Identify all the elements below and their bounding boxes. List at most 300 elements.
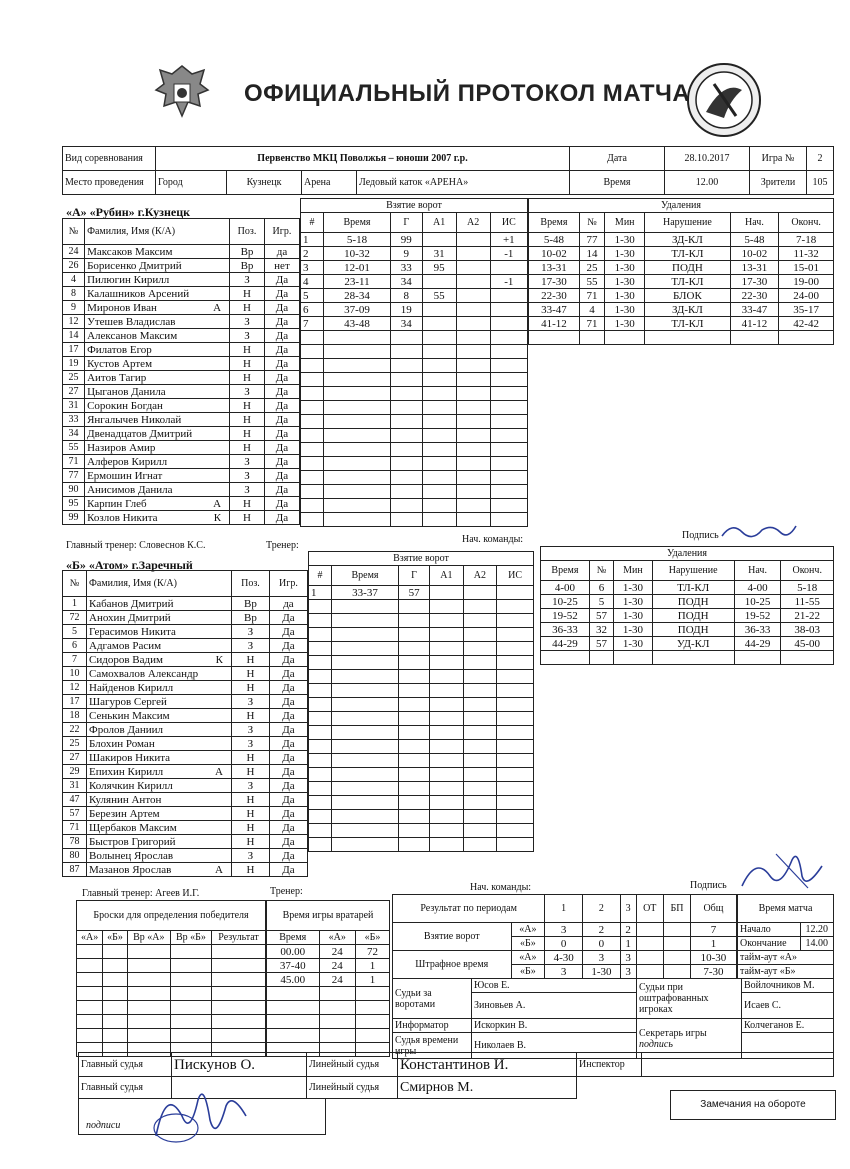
player-number: 17 [63, 695, 87, 709]
penalty-cell: 41-12 [529, 317, 580, 331]
period-cell [664, 923, 691, 937]
date-label: Дата [570, 147, 665, 171]
goal-cell [309, 782, 332, 796]
club-emblem-icon [684, 60, 764, 140]
player-name [87, 723, 232, 737]
player-playing: Да [264, 315, 299, 329]
goal-cell [422, 471, 456, 485]
player-name [87, 653, 232, 667]
table-row [267, 1015, 390, 1029]
penalty-cell: 6 [589, 581, 613, 595]
goal-cell [301, 499, 324, 513]
secretary: Колчеганов Е. [742, 1019, 834, 1033]
table-row [529, 233, 834, 247]
penalty-cell: 24-00 [779, 289, 834, 303]
table-row [309, 698, 534, 712]
goal-cell [463, 684, 497, 698]
goal-cell [399, 684, 430, 698]
informer: Искоркин В. [472, 1019, 637, 1033]
goal-cell [430, 712, 464, 726]
goals-col-hash: # [309, 566, 332, 586]
goal-cell [391, 387, 423, 401]
goal-cell: 28-34 [324, 289, 391, 303]
player-number: 90 [63, 483, 85, 497]
table-row [63, 371, 300, 385]
periods-col: 2 [583, 895, 621, 923]
penalty-cell: 1-30 [605, 233, 645, 247]
goal-cell [399, 642, 430, 656]
penalty-cell: 10-02 [730, 247, 779, 261]
start-value: 12.20 [800, 923, 833, 937]
goal-judge-2: Зиновьев А. [472, 993, 637, 1019]
player-playing: Да [269, 737, 307, 751]
penalty-cell: 7-18 [779, 233, 834, 247]
player-name [87, 835, 232, 849]
goal-cell [430, 740, 464, 754]
goal-cell [399, 796, 430, 810]
spectators-value: 105 [807, 171, 834, 195]
penalty-cell: 1-30 [614, 609, 652, 623]
table-row [309, 768, 534, 782]
penalty-cell: 14 [579, 247, 604, 261]
gk-cell [319, 1015, 355, 1029]
table-row [301, 485, 528, 499]
gk-cell [355, 1015, 389, 1029]
goal-cell [309, 810, 332, 824]
table-row [63, 625, 308, 639]
period-cell: 1 [690, 937, 736, 951]
player-number: 14 [63, 329, 85, 343]
player-name-text: Борисенко Дмитрий [87, 259, 182, 272]
player-number: 24 [63, 245, 85, 259]
secretary-sub: подпись [639, 1038, 673, 1050]
period-cell: 7 [690, 923, 736, 937]
table-row [63, 245, 300, 259]
goal-cell [430, 810, 464, 824]
goal-cell [332, 600, 399, 614]
player-role: А [213, 497, 222, 510]
gk-cell [267, 1015, 320, 1029]
goal-cell [463, 586, 497, 600]
goal-cell [399, 712, 430, 726]
player-name [87, 793, 232, 807]
table-row [309, 642, 534, 656]
header-table [62, 146, 834, 195]
team-a-signature-icon [718, 518, 798, 544]
goal-cell [490, 345, 527, 359]
player-name [85, 385, 230, 399]
goal-cell [456, 317, 490, 331]
goalkeeper-time-table [266, 900, 390, 1057]
table-row [301, 471, 528, 485]
goal-cell [391, 513, 423, 527]
goal-cell [309, 614, 332, 628]
player-position: Н [230, 511, 265, 525]
goal-cell: 34 [391, 275, 423, 289]
roster-col-no: № [63, 571, 87, 597]
secretary-label: Секретарь игры [639, 1027, 707, 1039]
table-row [63, 287, 300, 301]
player-name-text: Аитов Тагир [87, 371, 147, 384]
penalty-cell: ТЛ-КЛ [645, 275, 730, 289]
goal-cell [490, 387, 527, 401]
gk-cell [355, 1001, 389, 1015]
spectators-label: Зрители [750, 171, 807, 195]
player-position: З [230, 315, 265, 329]
table-row [63, 483, 300, 497]
penalties-col-p_no: № [579, 213, 604, 233]
table-row [309, 796, 534, 810]
table-row [63, 709, 308, 723]
player-name-text: Карпин Глеб [87, 497, 147, 510]
goal-cell [422, 359, 456, 373]
penalty-cell: ТЛ-КЛ [652, 581, 734, 595]
penalty-cell: 11-55 [781, 595, 834, 609]
player-name [87, 751, 232, 765]
goal-cell [332, 782, 399, 796]
goal-cell [399, 600, 430, 614]
player-number: 71 [63, 821, 87, 835]
goal-cell [490, 513, 527, 527]
goal-cell [391, 401, 423, 415]
player-playing: Да [264, 511, 299, 525]
penalty-cell [579, 331, 604, 345]
start-label: Начало [738, 923, 801, 937]
goal-cell [301, 429, 324, 443]
team-b-chief-label: Нач. команды: [470, 882, 532, 893]
player-position: З [232, 625, 270, 639]
goal-cell [309, 754, 332, 768]
goal-cell [497, 698, 534, 712]
player-position: Н [230, 413, 265, 427]
player-name-text: Березин Артем [89, 807, 160, 820]
goal-cell [301, 401, 324, 415]
penalty-cell: 4 [579, 303, 604, 317]
player-name [85, 511, 230, 525]
penalty-cell: 32 [589, 623, 613, 637]
penalty-cell: ТЛ-КЛ [645, 247, 730, 261]
goal-cell [324, 331, 391, 345]
gk-cell: 24 [319, 973, 355, 987]
penalty-cell: 55 [579, 275, 604, 289]
penalty-cell: 19-52 [541, 609, 590, 623]
goal-cell [456, 415, 490, 429]
player-number: 27 [63, 385, 85, 399]
shootout-table [76, 900, 266, 1057]
goal-cell [456, 373, 490, 387]
player-name [85, 399, 230, 413]
goal-cell [422, 457, 456, 471]
goals-col-g: Г [391, 213, 423, 233]
goal-cell [301, 471, 324, 485]
table-row [309, 824, 534, 838]
table-row [63, 259, 300, 273]
table-row [393, 951, 737, 965]
player-role: К [213, 511, 222, 524]
player-name [87, 709, 232, 723]
period-row-team: «А» [511, 923, 545, 937]
goal-cell [456, 331, 490, 345]
player-name-text: Найденов Кирилл [89, 681, 174, 694]
player-playing: да [264, 245, 299, 259]
goal-cell [490, 429, 527, 443]
table-row [541, 609, 834, 623]
table-row [529, 289, 834, 303]
gk-cell: 24 [319, 959, 355, 973]
player-position: Н [230, 301, 265, 315]
goal-cell [456, 429, 490, 443]
main-ref: Пискунов О. [172, 1053, 307, 1077]
penalty-cell: 4-00 [734, 581, 781, 595]
player-position: З [232, 737, 270, 751]
table-row [301, 233, 528, 247]
penalty-cell: 13-31 [529, 261, 580, 275]
player-name-text: Шакиров Никита [89, 751, 171, 764]
player-position: Н [232, 793, 270, 807]
goals-header: Взятие ворот [301, 199, 528, 213]
goal-cell [422, 415, 456, 429]
player-playing: Да [269, 723, 307, 737]
goal-cell [332, 838, 399, 852]
goal-cell [463, 796, 497, 810]
player-name-text: Кустов Артем [87, 357, 153, 370]
table-row [63, 273, 300, 287]
goal-cell [399, 782, 430, 796]
goal-cell [309, 824, 332, 838]
penalty-cell: 41-12 [730, 317, 779, 331]
goal-cell [490, 261, 527, 275]
gk-col: «Б» [355, 931, 389, 945]
goal-cell [463, 810, 497, 824]
gk-cell [319, 1029, 355, 1043]
goal-cell [456, 247, 490, 261]
player-name-text: Колячкин Кирилл [89, 779, 173, 792]
penalty-cell: 33-47 [730, 303, 779, 317]
goal-cell: 31 [422, 247, 456, 261]
goal-cell [430, 684, 464, 698]
periods-col: Общ [690, 895, 736, 923]
player-name [87, 863, 232, 877]
period-row-label: Штрафное время [393, 951, 512, 979]
main-referee-signature-icon [146, 1076, 256, 1152]
table-row [63, 737, 308, 751]
goal-cell [332, 768, 399, 782]
player-position: З [232, 639, 270, 653]
player-position: Н [232, 807, 270, 821]
table-row [309, 838, 534, 852]
gk-cell: 1 [355, 959, 389, 973]
penalty-cell: 22-30 [529, 289, 580, 303]
table-row [541, 623, 834, 637]
player-position: Н [232, 681, 270, 695]
player-name-text: Утешев Владислав [87, 315, 176, 328]
goal-cell [497, 810, 534, 824]
player-name [87, 849, 232, 863]
penalties-header: Удаления [529, 199, 834, 213]
player-playing: да [269, 597, 307, 611]
penalty-cell: 15-01 [779, 261, 834, 275]
player-name [85, 469, 230, 483]
goal-cell [301, 331, 324, 345]
goal-cell [490, 373, 527, 387]
gk-cell: 1 [355, 973, 389, 987]
goal-cell [497, 782, 534, 796]
goal-cell: 33 [391, 261, 423, 275]
penalty-cell: 1-30 [605, 275, 645, 289]
goal-cell [490, 485, 527, 499]
penalty-cell: 5 [589, 595, 613, 609]
penalties-col-p_time: Время [529, 213, 580, 233]
player-name [85, 245, 230, 259]
player-number: 12 [63, 681, 87, 695]
goal-cell: 43-48 [324, 317, 391, 331]
period-cell [636, 923, 664, 937]
goal-cell [497, 670, 534, 684]
penalty-cell [614, 651, 652, 665]
team-a-chief-label: Нач. команды: [462, 534, 524, 545]
player-name [87, 625, 232, 639]
periods-label: Результат по периодам [393, 895, 545, 923]
penalty-cell: 19-52 [734, 609, 781, 623]
period-cell [664, 951, 691, 965]
period-cell: 2 [620, 923, 636, 937]
penalties-col-p_inf: Нарушение [652, 561, 734, 581]
player-playing: Да [269, 793, 307, 807]
player-position: З [230, 469, 265, 483]
goal-cell [456, 303, 490, 317]
player-name-text: Янгалычев Николай [87, 413, 182, 426]
player-number: 17 [63, 343, 85, 357]
goal-cell [324, 499, 391, 513]
goal-cell [463, 712, 497, 726]
roster-col-ka-label: (К/А) [151, 225, 176, 237]
gk-cell: 24 [319, 945, 355, 959]
goal-cell [490, 331, 527, 345]
period-cell: 0 [583, 937, 621, 951]
penalty-judge-1: Войлочников М. [742, 979, 834, 993]
goal-cell [332, 698, 399, 712]
penalty-cell: ПОДН [652, 623, 734, 637]
goal-cell: 19 [391, 303, 423, 317]
penalty-cell: 36-33 [734, 623, 781, 637]
goals-col-a2: А2 [456, 213, 490, 233]
team-b-goals [308, 551, 534, 852]
goal-cell [324, 429, 391, 443]
roster-col-pos: Поз. [232, 571, 270, 597]
player-position: З [232, 723, 270, 737]
penalty-cell: 44-29 [541, 637, 590, 651]
player-role: А [213, 301, 222, 314]
goal-cell [399, 810, 430, 824]
goal-cell [456, 345, 490, 359]
goal-cell [430, 754, 464, 768]
gk-cell [355, 1029, 389, 1043]
goal-cell [301, 373, 324, 387]
goal-cell [463, 838, 497, 852]
goal-cell [324, 457, 391, 471]
penalty-cell: 45-00 [781, 637, 834, 651]
penalty-cell: 1-30 [614, 595, 652, 609]
player-name-text: Волынец Ярослав [89, 849, 174, 862]
player-name [85, 259, 230, 273]
table-row [63, 611, 308, 625]
goal-cell: -1 [490, 275, 527, 289]
table-row [63, 779, 308, 793]
player-playing: Да [264, 427, 299, 441]
shootout-col: «А» [77, 931, 103, 945]
table-row [529, 303, 834, 317]
goal-cell: 99 [391, 233, 423, 247]
penalty-cell [779, 331, 834, 345]
penalty-cell: 1-30 [605, 289, 645, 303]
penalty-cell: 36-33 [541, 623, 590, 637]
goal-cell [309, 712, 332, 726]
table-row [267, 987, 390, 1001]
goal-cell [324, 373, 391, 387]
player-name-text: Пилюгин Кирилл [87, 273, 170, 286]
table-row [63, 399, 300, 413]
goal-cell [497, 656, 534, 670]
date-value: 28.10.2017 [665, 147, 750, 171]
player-name-text: Максаков Максим [87, 245, 173, 258]
penalty-cell [734, 651, 781, 665]
table-row [309, 656, 534, 670]
penalty-judges-label: Судьи при оштрафованных игроках [637, 979, 742, 1019]
period-cell: 3 [583, 951, 621, 965]
player-playing: Да [264, 329, 299, 343]
goal-cell: 5 [301, 289, 324, 303]
player-name [85, 357, 230, 371]
goal-cell [497, 600, 534, 614]
player-playing: Да [269, 667, 307, 681]
goal-cell [463, 642, 497, 656]
penalty-cell [529, 331, 580, 345]
player-name-text: Быстров Григорий [89, 835, 176, 848]
goal-cell [332, 628, 399, 642]
roster-col-name-label: Фамилия, Имя [87, 225, 150, 237]
player-position: Н [232, 835, 270, 849]
goal-cell [332, 614, 399, 628]
team-b-signature-icon [736, 846, 826, 896]
goal-cell [497, 684, 534, 698]
table-row [301, 499, 528, 513]
player-name [87, 737, 232, 751]
goal-cell [422, 401, 456, 415]
player-playing: Да [264, 371, 299, 385]
gk-cell [267, 1001, 320, 1015]
player-number: 99 [63, 511, 85, 525]
player-playing: Да [269, 709, 307, 723]
table-row [541, 651, 834, 665]
penalty-cell: 1-30 [614, 637, 652, 651]
period-cell: 1 [620, 937, 636, 951]
penalty-cell: 1-30 [605, 317, 645, 331]
goal-cell [309, 670, 332, 684]
goal-cell [463, 656, 497, 670]
goal-cell: 10-32 [324, 247, 391, 261]
goal-cell [497, 740, 534, 754]
gk-cell: 45.00 [267, 973, 320, 987]
period-cell: 0 [545, 937, 583, 951]
player-name-text: Мазанов Ярослав [89, 863, 172, 876]
federation-eagle-logo-icon [150, 60, 214, 124]
player-number: 47 [63, 793, 87, 807]
gk-cell [267, 987, 320, 1001]
penalty-cell: ПОДН [652, 595, 734, 609]
player-name-text: Филатов Егор [87, 343, 152, 356]
player-number: 18 [63, 709, 87, 723]
penalty-cell: 1-30 [605, 303, 645, 317]
